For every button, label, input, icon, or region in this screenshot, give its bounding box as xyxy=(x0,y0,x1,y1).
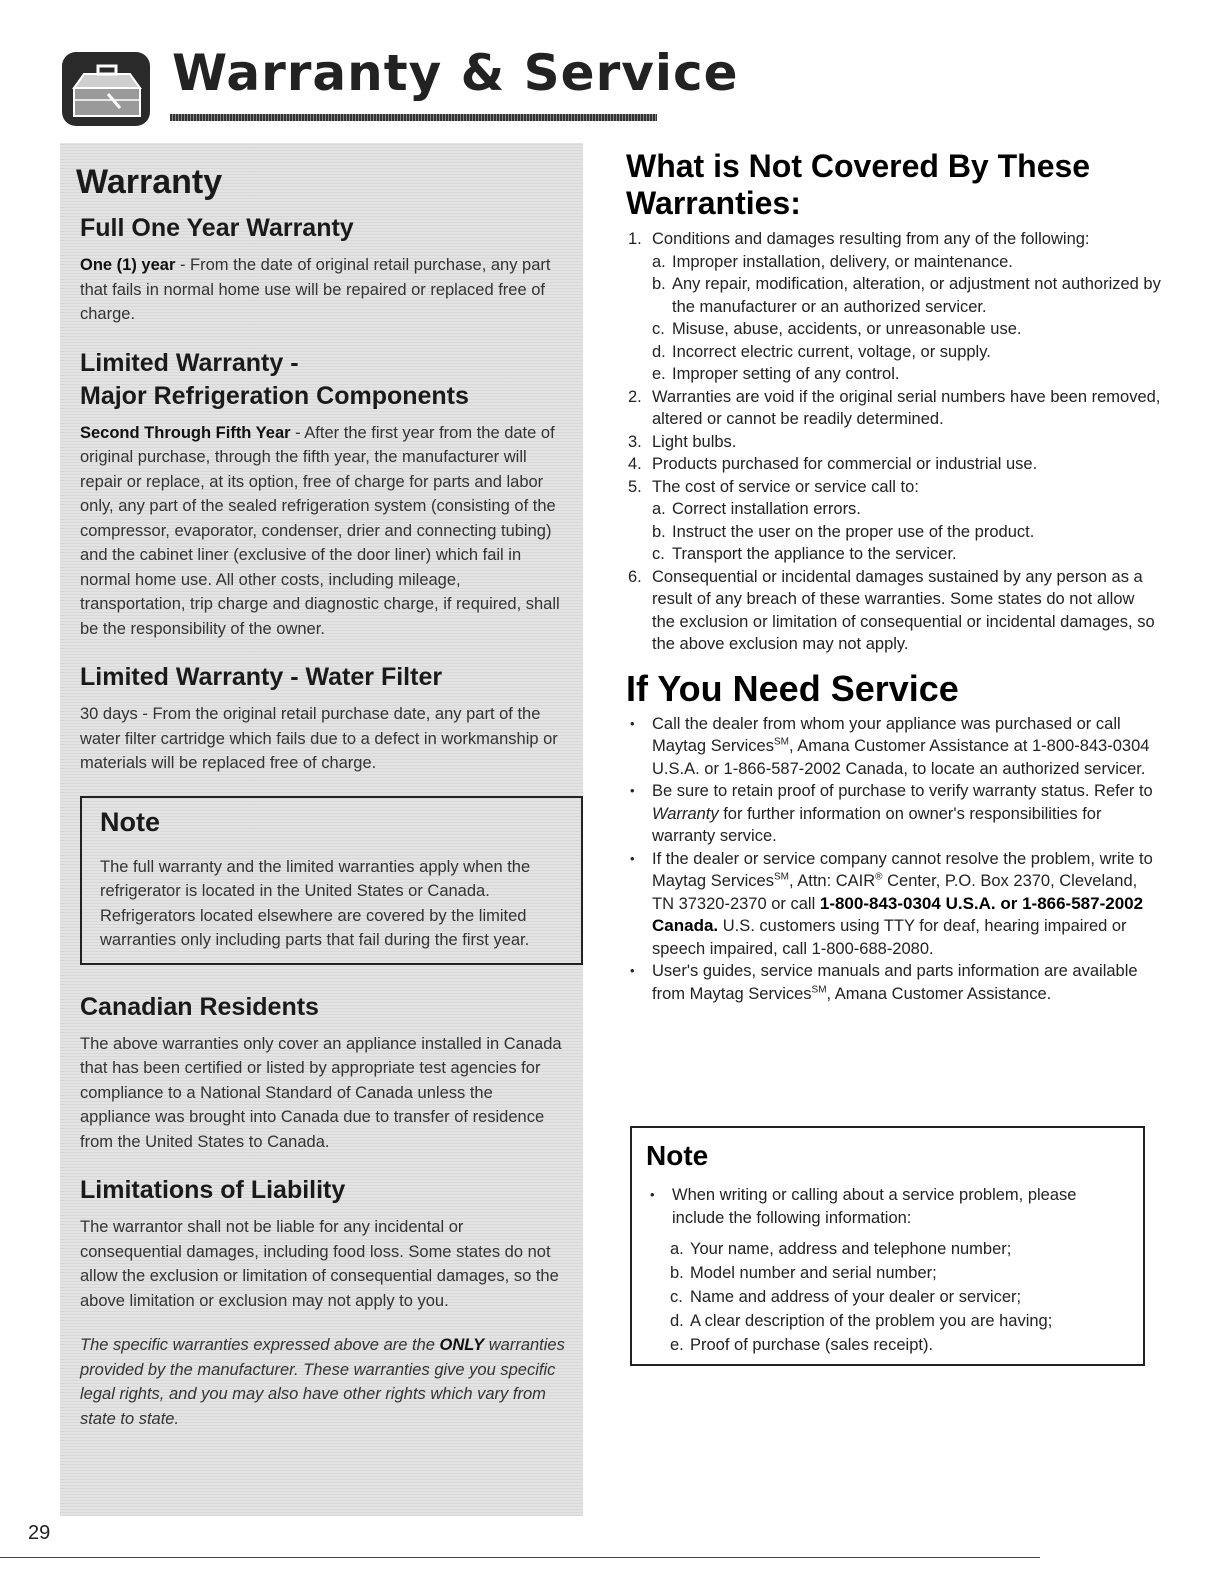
list-item: d. Incorrect electric current, voltage, or supply. xyxy=(652,342,991,361)
list-item: b. Instruct the user on the proper use of the product. xyxy=(652,522,1035,541)
list-item: c. Misuse, abuse, accidents, or unreasonable use. xyxy=(652,320,1022,338)
list-item: c. Transport the appliance to the servicer. xyxy=(652,545,957,563)
liability-text: The warrantor shall not be liable for any incidental or consequential damages, including food loss. Some states do not allow the exclusion or limitation of consequential damages, so the above limitation or exclusion may not apply to you. xyxy=(80,1218,559,1310)
page-title: Warranty & Service xyxy=(172,44,739,102)
left-note-box xyxy=(80,796,583,965)
list-item: a. Improper installation, delivery, or maintenance. xyxy=(652,252,1013,271)
list-item: b. Model number and serial number; xyxy=(670,1264,937,1282)
list-item: e. Proof of purchase (sales receipt). xyxy=(670,1336,934,1354)
left-note-text: The full warranty and the limited warranties apply when the refrigerator is located in the United States or Canada. Refrigerators located elsewhere are covered by the limited warranties only including parts that fail during the first year. xyxy=(100,857,531,949)
page-header xyxy=(60,42,739,130)
list-item: 4. Products purchased for commercial or industrial use. xyxy=(628,455,1038,473)
list-item: d. A clear description of the problem you are having; xyxy=(670,1312,1053,1330)
service-bullet-proof: • Be sure to retain proof of purchase to verify warranty status. Refer to Warranty for further information on owner's responsibilities for warranty service. xyxy=(626,780,1161,848)
water-filter-text: 30 days - From the original retail purchase date, any part of the water filter cartridge which fails due to a defect in workmanship or materials will be replaced free of charge. xyxy=(80,705,558,772)
canadian-residents-text: The above warranties only cover an appliance installed in Canada that has been certified or listed by appropriate test agencies for compliance to a National Standard of Canada unless the appliance was brought into Canada due to transfer of residence from the United States to Canada. xyxy=(80,1034,562,1151)
warranty-heading: Warranty xyxy=(76,163,223,201)
full-warranty-text: One (1) year - From the date of original retail purchase, any part that fails in normal home use will be repaired or replaced free of charge. xyxy=(80,256,551,323)
limited-warranty-heading: Limited Warranty - Major Refrigeration Components xyxy=(80,348,469,410)
right-note-box xyxy=(630,1126,1145,1366)
list-item: a. Your name, address and telephone number; xyxy=(670,1240,1012,1258)
page-number: 29 xyxy=(28,1522,51,1544)
service-column xyxy=(626,148,1161,1005)
liability-heading: Limitations of Liability xyxy=(80,1176,346,1204)
list-item: 3. Light bulbs. xyxy=(628,432,737,451)
full-warranty-heading: Full One Year Warranty xyxy=(80,214,354,242)
left-note-heading: Note xyxy=(100,806,160,837)
bottom-divider xyxy=(0,1557,1040,1558)
limited-warranty-text: Second Through Fifth Year - After the first year from the date of original purchase, through the fifth year, the manufacturer will repair or replace, at its option, free of charge for parts and labor only, any part of the sealed refrigeration system (consisting of the compressor, evaporator, condenser, drier and connecting tubing) and the cabinet liner (exclusive of the door liner) which fail in normal home use. All other costs, including mileage, transportation, trip charge and diagnostic charge, if required, shall be the responsibility of the owner. xyxy=(80,423,560,638)
warranty-panel xyxy=(60,143,583,1516)
list-item: b. Any repair, modification, alteration, or adjustment not authorized by the manufacturer or an authorized servicer. xyxy=(652,275,1161,316)
list-item: 6. Consequential or incidental damages sustained by any person as a result of any breach of these warranties. Some states do not allow the exclusion or limitation of consequential or incidental damages, so the above exclusion may not apply. xyxy=(628,567,1155,653)
list-item: e. Improper setting of any control. xyxy=(652,365,900,383)
not-covered-list xyxy=(626,228,1161,656)
list-item: c. Name and address of your dealer or servicer; xyxy=(670,1288,1022,1306)
service-heading: If You Need Service xyxy=(626,667,959,709)
canadian-residents-heading: Canadian Residents xyxy=(80,992,319,1021)
service-bullet-guides: • User's guides, service manuals and parts information are available from Maytag Services℠, Amana Customer Assistance. xyxy=(626,960,1161,1005)
title-underline xyxy=(170,114,657,121)
list-item: 2. Warranties are void if the original serial numbers have been removed, altered or cannot be readily determined. xyxy=(628,387,1161,428)
list-item: 1. Conditions and damages resulting from any of the following: xyxy=(628,230,1090,248)
list-item: a. Correct installation errors. xyxy=(652,500,861,518)
right-note-bullet: • When writing or calling about a service problem, please include the following information: xyxy=(646,1184,1129,1229)
water-filter-heading: Limited Warranty - Water Filter xyxy=(80,663,443,691)
service-bullet-call: • Call the dealer from whom your appliance was purchased or call Maytag Services℠, Amana Customer Assistance at 1-800-843-0304 U.S.A. or 1-866-587-2002 Canada, to locate an authorized servicer. xyxy=(626,713,1161,781)
right-note-heading: Note xyxy=(646,1140,709,1171)
specific-warranties-text: The specific warranties expressed above are the ONLY warranties provided by the manufacturer. These warranties give you specific legal rights, and you may also have other rights which vary from state to state. xyxy=(80,1336,565,1428)
service-bullet-write: • If the dealer or service company cannot resolve the problem, write to Maytag Services℠, Attn: CAIR® Center, P.O. Box 2370, Cleveland, TN 37320-2370 or call 1-800-843-0304 U.S.A. or 1-866-587-2002 Canada. U.S. customers using TTY for deaf, hearing impaired or speech impaired, call 1-800-688-2080. xyxy=(626,848,1161,961)
list-item: 5. The cost of service or service call to: xyxy=(628,477,919,496)
not-covered-heading: What is Not Covered By These Warranties: xyxy=(626,148,1091,221)
toolbox-icon xyxy=(60,50,152,128)
